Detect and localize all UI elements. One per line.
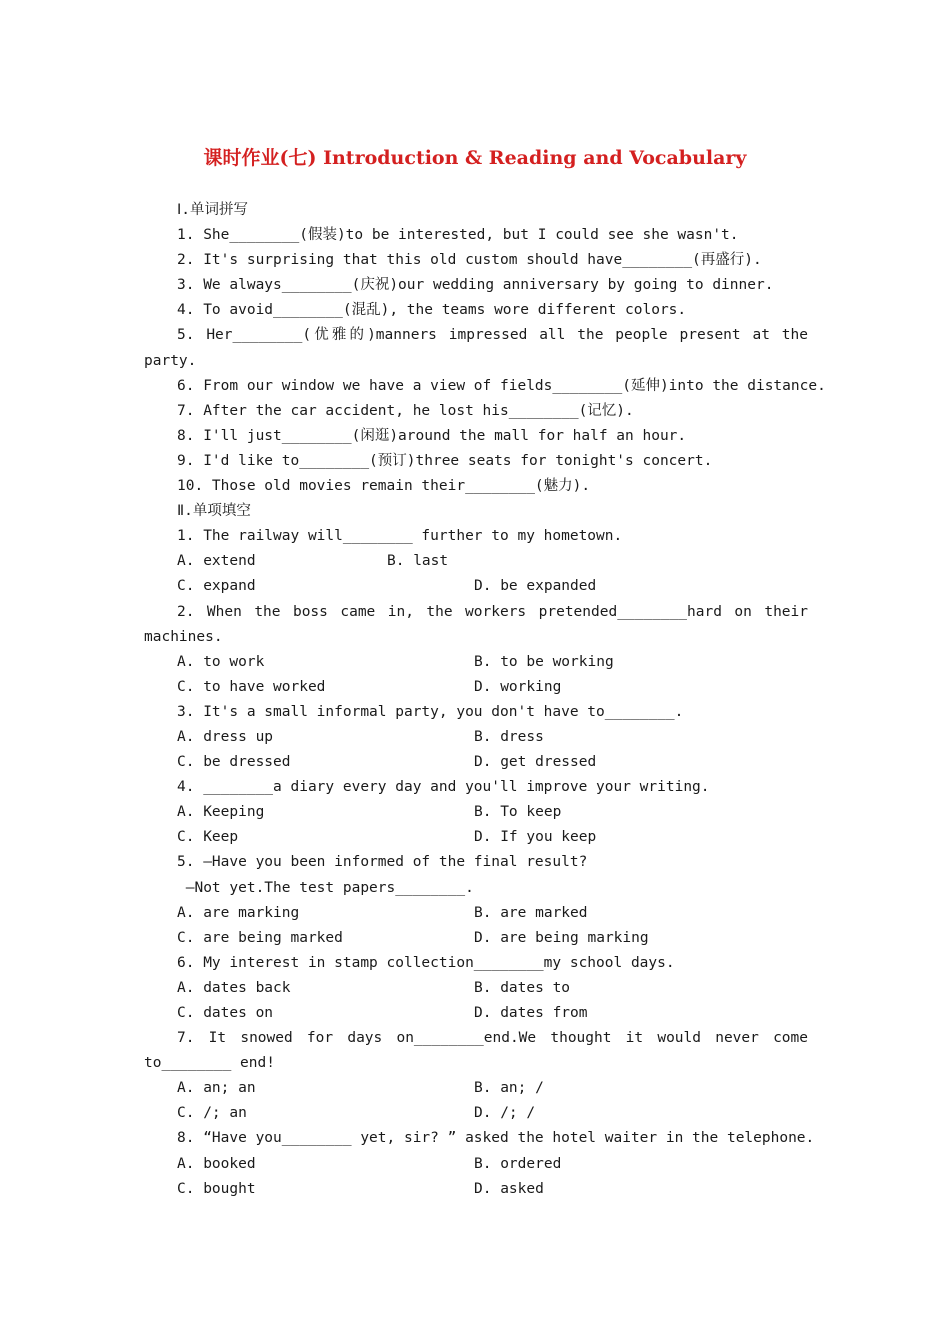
option-b: B. to be working	[474, 653, 614, 670]
section-heading-spelling: Ⅰ.单词拼写	[177, 202, 249, 218]
question-8-stem: 8. “Have you________ yet, sir? ” asked the hotel waiter in the telephone.	[177, 1130, 815, 1147]
spelling-item-6: 6. From our window we have a view of fields________(延伸)into the distance.	[177, 377, 826, 394]
question-6-options-ab	[144, 976, 808, 1001]
question-2-options-ab	[144, 650, 808, 675]
option-b: B. last	[387, 553, 449, 570]
option-a: A. extend	[177, 553, 256, 570]
option-c: C. bought	[177, 1180, 256, 1197]
option-d: D. be expanded	[474, 578, 597, 595]
option-b: B. an; /	[474, 1080, 544, 1097]
spelling-item-10: 10. Those old movies remain their________(魅力).	[177, 478, 591, 495]
question-2-stem-line1: 2. When the boss came in, the workers pretended________hard on their	[177, 603, 808, 620]
spelling-item-4: 4. To avoid________(混乱), the teams wore different colors.	[177, 302, 687, 319]
option-d: D. asked	[474, 1180, 544, 1197]
option-b: B. To keep	[474, 804, 562, 821]
question-2-stem-line2: machines.	[144, 628, 223, 645]
spelling-item-9: 9. I'd like to________(预订)three seats for tonight's concert.	[177, 452, 713, 469]
spelling-item-7: 7. After the car accident, he lost his________(记忆).	[177, 402, 634, 419]
page-title: 课时作业(七) Introduction & Reading and Vocabulary	[203, 147, 747, 169]
question-8-options-cd	[144, 1177, 808, 1202]
spelling-item-1: 1. She________(假装)to be interested, but I could see she wasn't.	[177, 227, 739, 244]
option-a: A. Keeping	[177, 804, 265, 821]
option-b: B. are marked	[474, 904, 588, 921]
option-d: D. If you keep	[474, 829, 597, 846]
question-3-options-ab	[144, 725, 808, 750]
option-c: C. are being marked	[177, 929, 343, 946]
option-d: D. /; /	[474, 1105, 536, 1122]
option-c: C. /; an	[177, 1105, 247, 1122]
option-a: A. dress up	[177, 728, 274, 745]
worksheet-content	[144, 198, 826, 1202]
option-c: C. dates on	[177, 1005, 274, 1021]
question-8-options-ab	[144, 1152, 808, 1177]
question-7-stem-line1: 7. It snowed for days on________end.We thought it would never come	[177, 1030, 808, 1047]
option-a: A. an; an	[177, 1080, 256, 1097]
question-4-stem: 4. ________a diary every day and you'll improve your writing.	[177, 779, 710, 796]
question-7-options-cd	[144, 1101, 808, 1126]
option-b: B. ordered	[474, 1155, 562, 1172]
question-6-options-cd	[144, 1001, 808, 1026]
spelling-item-5-line1: 5. Her________(优雅的)manners impressed all the people present at the	[177, 327, 808, 344]
option-a: A. are marking	[177, 904, 300, 921]
question-7-stem-line2: to________ end!	[144, 1055, 275, 1072]
option-d: D. are being marking	[474, 929, 649, 946]
option-c: C. expand	[177, 578, 256, 595]
question-7-options-ab	[144, 1076, 808, 1101]
section-heading-choice: Ⅱ.单项填空	[177, 503, 251, 520]
question-6-stem: 6. My interest in stamp collection________my school days.	[177, 954, 675, 971]
question-1-stem: 1. The railway will________ further to my hometown.	[177, 528, 623, 545]
question-3-options-cd	[144, 750, 808, 775]
spelling-item-2: 2. It's surprising that this old custom should have________(再盛行).	[177, 252, 762, 269]
option-a: A. booked	[177, 1155, 256, 1172]
option-b: B. dress	[474, 728, 544, 745]
option-c: C. be dressed	[177, 754, 291, 771]
question-1-options-cd	[144, 574, 808, 599]
option-c: C. Keep	[177, 829, 239, 846]
option-c: C. to have worked	[177, 678, 326, 695]
question-2-options-cd	[144, 675, 808, 700]
spelling-item-5-line2: party.	[144, 352, 197, 369]
question-5-options-cd	[144, 926, 808, 951]
option-a: A. to work	[177, 653, 265, 670]
question-5-stem-line1: 5. —Have you been informed of the final result?	[177, 854, 588, 871]
spelling-item-3: 3. We always________(庆祝)our wedding anniversary by going to dinner.	[177, 277, 774, 294]
question-1-options-ab	[144, 549, 808, 574]
question-5-options-ab	[144, 901, 808, 926]
question-5-stem-line2: —Not yet.The test papers________.	[177, 879, 474, 896]
option-b: B. dates to	[474, 979, 571, 996]
question-3-stem: 3. It's a small informal party, you don't have to________.	[177, 703, 684, 720]
option-d: D. dates from	[474, 1005, 588, 1021]
question-4-options-ab	[144, 800, 808, 825]
option-d: D. working	[474, 678, 562, 695]
spelling-item-8: 8. I'll just________(闲逛)around the mall for half an hour.	[177, 427, 687, 444]
option-a: A. dates back	[177, 979, 291, 996]
option-d: D. get dressed	[474, 754, 597, 771]
question-4-options-cd	[144, 825, 808, 850]
